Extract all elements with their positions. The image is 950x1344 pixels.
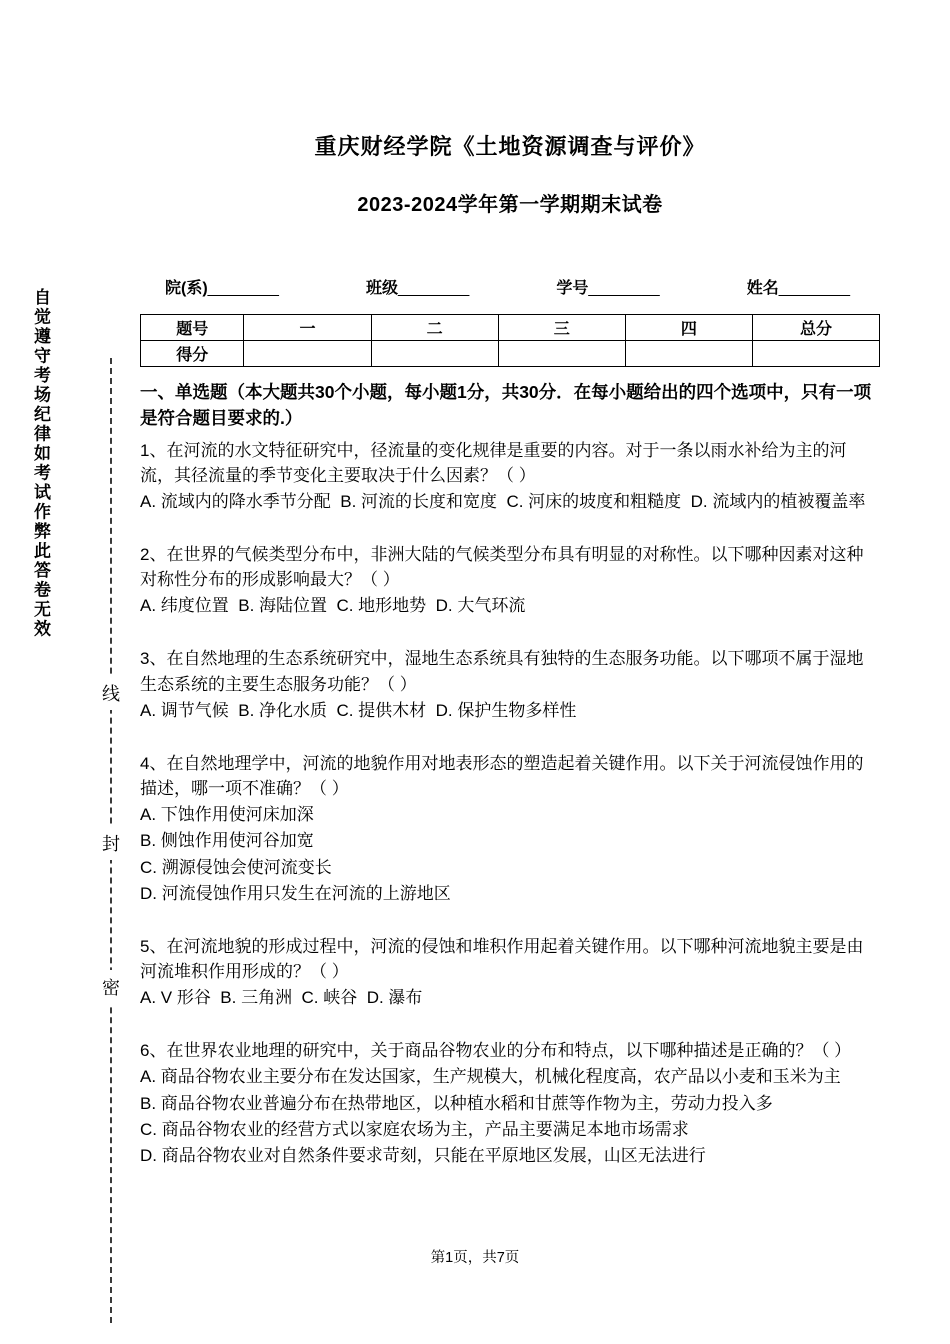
field-name-blank: ________ bbox=[778, 280, 850, 297]
question-1-stem: 1、在河流的水文特征研究中，径流量的变化规律是重要的内容。对于一条以雨水补给为主的河流，其径流量的季节变化主要取决于什么因素？（ ） bbox=[140, 440, 847, 485]
exam-title: 重庆财经学院《土地资源调查与评价》 bbox=[314, 134, 706, 159]
question-6-option-d: D. 商品谷物农业对自然条件要求苛刻，只能在平原地区发展，山区无法进行 bbox=[140, 1145, 706, 1165]
exam-subtitle: 2023-2024学年第一学期期末试卷 bbox=[357, 194, 663, 216]
question-4-option-c: C. 溯源侵蚀会使河流变长 bbox=[140, 857, 332, 877]
question-4 bbox=[140, 751, 880, 906]
score-cell-4 bbox=[625, 341, 752, 367]
field-name-label: 姓名 bbox=[746, 280, 779, 297]
question-4-option-b: B. 侧蚀作用使河谷加宽 bbox=[140, 831, 314, 851]
question-3-stem: 3、在自然地理的生态系统研究中，湿地生态系统具有独特的生态服务功能。以下哪项不属于湿地生态系统的主要生态服务功能？（ ） bbox=[140, 649, 864, 694]
field-class bbox=[366, 275, 469, 298]
field-class-label: 班级 bbox=[366, 280, 399, 297]
field-department bbox=[165, 275, 279, 298]
question-2 bbox=[140, 542, 880, 618]
field-department-blank: ________ bbox=[207, 280, 279, 297]
question-5-stem: 5、在河流地貌的形成过程中，河流的侵蚀和堆积作用起着关键作用。以下哪种河流地貌主要是由河流堆积作用形成的？（ ） bbox=[140, 936, 864, 981]
score-cell-total bbox=[752, 341, 879, 367]
score-table bbox=[140, 314, 880, 367]
field-department-label: 院(系) bbox=[165, 280, 208, 297]
field-name bbox=[747, 275, 850, 298]
score-table-col-4: 四 bbox=[625, 315, 752, 341]
score-table-header-row bbox=[141, 315, 880, 341]
seal-char-line: 线 bbox=[99, 676, 123, 710]
field-student-id-blank: ________ bbox=[588, 280, 660, 297]
question-2-stem: 2、在世界的气候类型分布中，非洲大陆的气候类型分布具有明显的对称性。以下哪种因素对这种对称性分布的形成影响最大？（ ） bbox=[140, 544, 864, 590]
seal-char-seal: 封 bbox=[99, 826, 123, 860]
question-6-option-c: C. 商品谷物农业的经营方式以家庭农场为主，产品主要满足本地市场需求 bbox=[140, 1119, 689, 1139]
question-5-options: A. V 形谷 B. 三角洲 C. 峡谷 D. 瀑布 bbox=[140, 988, 423, 1008]
question-2-options: A. 纬度位置 B. 海陆位置 C. 地形地势 D. 大气环流 bbox=[140, 596, 526, 616]
score-table-col-total: 总分 bbox=[752, 315, 879, 341]
score-cell-2 bbox=[371, 341, 498, 367]
exam-discipline-notice: 自觉遵守考场纪律如考试作弊此答卷无效 bbox=[31, 288, 50, 639]
seal-char-secret: 密 bbox=[99, 970, 123, 1004]
field-student-id bbox=[556, 275, 659, 298]
question-1 bbox=[140, 438, 880, 514]
score-table-score-row bbox=[141, 341, 880, 367]
question-4-option-d: D. 河流侵蚀作用只发生在河流的上游地区 bbox=[140, 883, 451, 903]
score-row-label: 得分 bbox=[141, 341, 244, 367]
score-cell-1 bbox=[244, 341, 371, 367]
question-5 bbox=[140, 934, 880, 1010]
score-cell-3 bbox=[498, 341, 625, 367]
score-table-col-2: 二 bbox=[371, 315, 498, 341]
student-info-row bbox=[140, 275, 880, 298]
question-4-option-a: A. 下蚀作用使河床加深 bbox=[140, 805, 314, 825]
score-table-col-1: 一 bbox=[244, 315, 371, 341]
question-4-stem: 4、在自然地理学中，河流的地貌作用对地表形态的塑造起着关键作用。以下关于河流侵蚀作用的描述，哪一项不准确？（ ） bbox=[140, 753, 864, 799]
question-3 bbox=[140, 646, 880, 722]
field-student-id-label: 学号 bbox=[556, 280, 589, 297]
question-6-stem: 6、在世界农业地理的研究中，关于商品谷物农业的分布和特点，以下哪种描述是正确的？（ ） bbox=[140, 1041, 852, 1061]
main-content bbox=[140, 0, 880, 1168]
question-6-option-b: B. 商品谷物农业普遍分布在热带地区，以种植水稻和甘蔗等作物为主，劳动力投入多 bbox=[140, 1093, 773, 1113]
question-6 bbox=[140, 1038, 880, 1168]
question-1-options: A. 流域内的降水季节分配 B. 河流的长度和宽度 C. 河床的坡度和粗糙度 D. 流域内的植被覆盖率 bbox=[140, 491, 866, 511]
question-3-options: A. 调节气候 B. 净化水质 C. 提供木材 D. 保护生物多样性 bbox=[140, 700, 577, 720]
score-table-col-3: 三 bbox=[498, 315, 625, 341]
section-heading: 一、单选题（本大题共30个小题，每小题1分，共30分．在每小题给出的四个选项中，只有一项是符合题目要求的.） bbox=[140, 382, 872, 429]
score-table-corner: 题号 bbox=[141, 315, 244, 341]
question-6-option-a: A. 商品谷物农业主要分布在发达国家，生产规模大，机械化程度高，农产品以小麦和玉米为主 bbox=[140, 1067, 841, 1087]
field-class-blank: ________ bbox=[398, 280, 470, 297]
page-footer: 第1页，共7页 bbox=[430, 1250, 520, 1266]
